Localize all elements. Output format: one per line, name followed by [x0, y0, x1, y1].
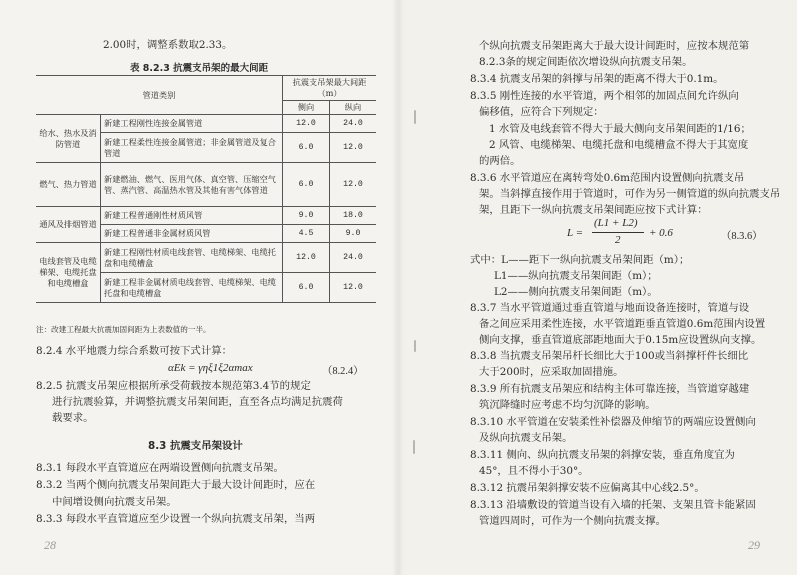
table-header-max-spacing: 抗震支吊架最大间距（m）: [283, 76, 377, 101]
clause-8-3-7-line3: 侧向支撑，垂直管道底部距地面大于0.15m应设置纵向支撑。: [479, 334, 762, 346]
clause-8-3-7-line2: 备之间应采用柔性连接，水平管道距垂直管道0.6m范围内设置: [479, 318, 766, 330]
table-desc-cell: 新建工程刚性连接金属管道: [101, 115, 283, 133]
clause-8-3-5-item2-cont: 的两倍。: [479, 155, 521, 167]
clause-8-3-10-line2: 及纵向抗震支吊架。: [479, 432, 573, 444]
page-number-left: 28: [44, 538, 56, 552]
table-header-pipe-type: 管道类别: [36, 76, 283, 115]
table-desc-cell: 新建燃油、燃气、医用气体、真空管、压缩空气管、蒸汽管、高温热水管及其他有害气体管道: [101, 163, 283, 207]
clause-8-3-9-line1: 8.3.9 所有抗震支吊架应和结构主体可靠连接，当管道穿越建: [470, 383, 750, 395]
table-longitudinal-cell: 12.0: [330, 163, 377, 207]
table-longitudinal-cell: 12.0: [330, 273, 377, 303]
table-desc-cell: 新建工程非金属材质电线套管、电缆梯架、电缆托盘和电缆槽盒: [101, 273, 283, 303]
table-group-cell: 电线套管及电缆梯架、电缆托盘和电缆槽盒: [36, 243, 101, 303]
table-lateral-cell: 4.5: [283, 225, 330, 243]
table-lateral-cell: 6.0: [283, 133, 330, 163]
gutter-mark: [414, 110, 416, 124]
clause-8-3-2-line1: 8.3.2 当两个侧向抗震支吊架间距大于最大设计间距时，应在: [36, 479, 316, 491]
clause-8-3-11-line1: 8.3.11 侧向、纵向抗震支吊架的斜撑安装，垂直角度宜为: [470, 449, 735, 461]
clause-8-3-12: 8.3.12 抗震吊架斜撑安装不应偏离其中心线2.5°。: [470, 482, 705, 494]
page-number-right: 29: [748, 538, 760, 552]
formula-8-2-4: αEk = γηξ1ξ2αmax: [168, 362, 253, 374]
table-group-cell: 通风及排烟管道: [36, 207, 101, 243]
table-group-cell: 给水、热水及消防管道: [36, 115, 101, 163]
formula-numerator: (L1 + L2): [594, 217, 638, 229]
table-longitudinal-cell: 24.0: [330, 243, 377, 273]
clause-8-3-5-item1: 1 水管及电线套管不得大于最大侧向支吊架间距的1/16；: [489, 123, 751, 135]
table-desc-cell: 新建工程普通刚性材质风管: [101, 207, 283, 225]
equation-number-8-3-6: （8.3.6）: [721, 231, 763, 242]
table-longitudinal-cell: 9.0: [330, 225, 377, 243]
table-lateral-cell: 12.0: [283, 243, 330, 273]
clause-8-3-11-line2: 45°，且不得小于30°。: [479, 465, 589, 477]
fraction-bar: [592, 232, 644, 233]
table-lateral-cell: 6.0: [283, 163, 330, 207]
gutter-mark: [413, 440, 415, 454]
table-title: 表 8.2.3 抗震支吊架的最大间距: [130, 63, 269, 74]
clause-8-3-8-line1: 8.3.8 当抗震支吊架吊杆长细比大于100或当斜撑杆件长细比: [470, 350, 749, 362]
table-desc-cell: 新建工程刚性材质电线套管、电缆梯架、电缆托盘和电缆槽盒: [101, 243, 283, 273]
table-longitudinal-cell: 24.0: [330, 115, 377, 133]
clause-8-3-5-line2: 偏移值，应符合下列规定：: [479, 106, 604, 118]
formula-rhs: + 0.6: [649, 227, 673, 239]
table-lateral-cell: 9.0: [283, 207, 330, 225]
clause-8-3-6-line3: 架，且距下一纵向抗震支吊架间距应按下式计算：: [479, 204, 708, 216]
table-header-lateral: 侧向: [283, 101, 330, 115]
table-lateral-cell: 12.0: [283, 115, 330, 133]
where-line: 式中：L——距下一纵向抗震支吊架间距（m）；: [470, 254, 690, 266]
clause-8-2-4: 8.2.4 水平地震力综合系数可按下式计算：: [36, 345, 232, 357]
table-longitudinal-cell: 18.0: [330, 207, 377, 225]
clause-8-3-6-line2: 架。当斜撑直接作用于管道时，可作为另一侧管道的纵向抗震支吊: [479, 188, 781, 200]
clause-8-3-6-line1: 8.3.6 水平管道应在离转弯处0.6m范围内设置侧向抗震支吊: [470, 172, 745, 184]
clause-8-3-5-line1: 8.3.5 刚性连接的水平管道，两个相邻的加固点间允许纵向: [470, 90, 739, 102]
spacing-table: [36, 75, 376, 303]
clause-8-3-4: 8.3.4 抗震支吊架的斜撑与吊架的距离不得大于0.1m。: [470, 73, 724, 85]
formula-denominator: 2: [615, 234, 621, 246]
formula-lhs: L =: [567, 227, 584, 239]
gutter-mark: [414, 340, 416, 352]
clause-8-3-10-line1: 8.3.10 水平管道在安装柔性补偿器及伸缩节的两端应设置侧向: [470, 416, 756, 428]
continued-line: 2.00时，调整系数取2.33。: [103, 39, 233, 51]
section-heading-8-3: 8.3 抗震支吊架设计: [148, 440, 243, 452]
table-lateral-cell: 6.0: [283, 273, 330, 303]
continued-line: 个纵向抗震支吊架距离大于最大设计间距时，应按本规范第: [479, 40, 750, 52]
where-line: L2——侧向抗震支吊架间距（m）。: [494, 286, 658, 298]
clause-8-3-13-line1: 8.3.13 沿墙敷设的管道当设有入墙的托架、支架且管卡能紧固: [470, 499, 756, 511]
table-desc-cell: 新建工程普通非金属材质风管: [101, 225, 283, 243]
clause-8-3-7-line1: 8.3.7 当水平管道通过垂直管道与地面设备连接时，管道与设: [470, 302, 750, 314]
clause-8-2-5-line1: 8.2.5 抗震支吊架应根据所承受荷载按本规范第3.4节的规定: [36, 380, 311, 392]
book-gutter: [392, 0, 404, 575]
table-desc-cell: 新建工程柔性连接金属管道；非金属管道及复合管道: [101, 133, 283, 163]
clause-8-2-5-line3: 载要求。: [52, 412, 94, 424]
where-line: L1——纵向抗震支吊架间距（m）；: [494, 270, 658, 282]
clause-8-3-8-line2: 大于200时，应采取加固措施。: [479, 366, 624, 378]
clause-8-3-9-line2: 筑沉降缝时应考虑不均匀沉降的影响。: [479, 399, 656, 411]
table-group-cell: 燃气、热力管道: [36, 163, 101, 207]
clause-8-2-5-line2: 进行抗震验算，并调整抗震支吊架间距，直至各点均满足抗震荷: [52, 396, 343, 408]
equation-number-8-2-4: （8.2.4）: [322, 366, 364, 377]
table-note: 注：改建工程最大抗震加固间距为上表数值的一半。: [36, 325, 211, 334]
clause-8-3-13-line2: 管道四周时，可作为一个侧向抗震支撑。: [479, 515, 667, 527]
clause-8-3-1: 8.3.1 每段水平直管道应在两端设置侧向抗震支吊架。: [36, 462, 284, 474]
clause-8-3-3: 8.3.3 每段水平直管道应至少设置一个纵向抗震支吊架，当两: [36, 513, 316, 525]
table-longitudinal-cell: 12.0: [330, 133, 377, 163]
clause-8-3-2-line2: 中间增设侧向抗震支吊架。: [52, 496, 177, 508]
table-header-longitudinal: 纵向: [330, 101, 377, 115]
continued-line: 8.2.3条的规定间距依次增设纵向抗震支吊架。: [479, 56, 693, 68]
clause-8-3-5-item2: 2 风管、电缆梯架、电缆托盘和电缆槽盒不得大于其宽度: [489, 139, 749, 151]
